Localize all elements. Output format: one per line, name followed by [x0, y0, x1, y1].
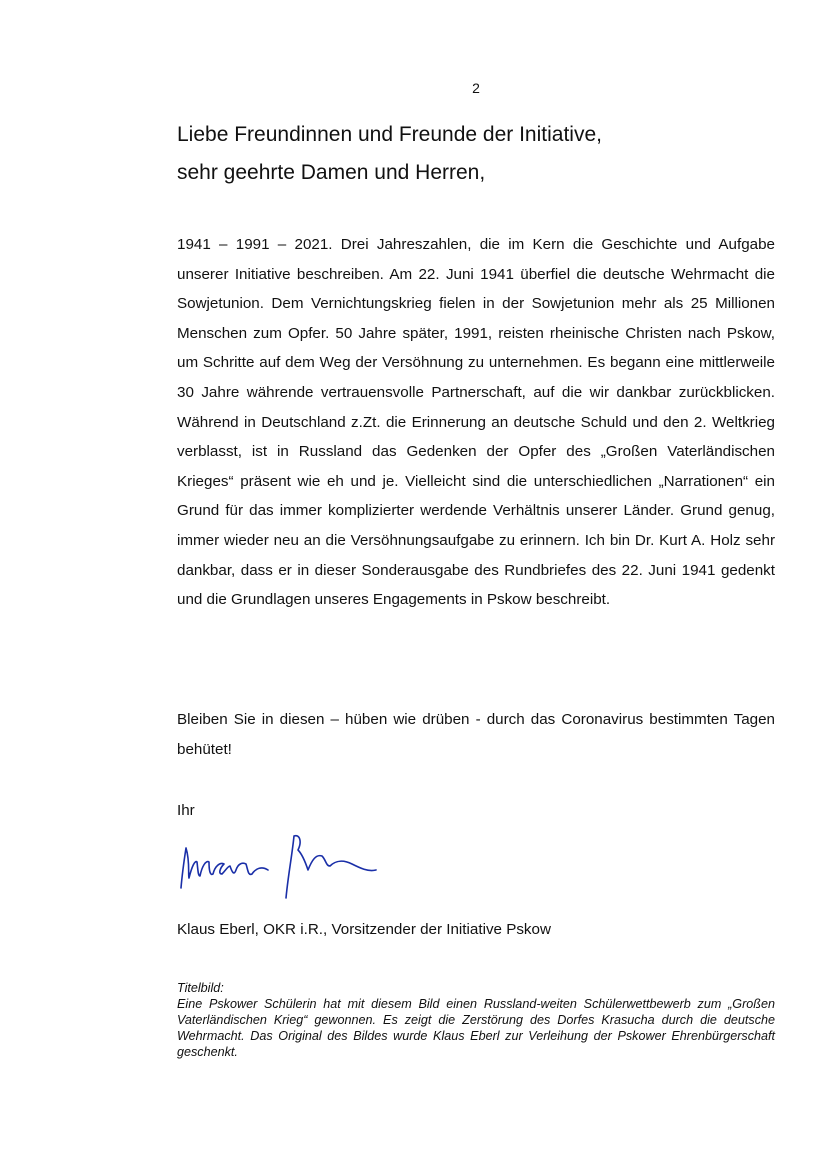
signature-stroke-surname [286, 836, 376, 898]
sign-off: Ihr [177, 802, 195, 819]
greeting-line-2: sehr geehrte Damen und Herren, [177, 161, 486, 184]
handwritten-signature [176, 826, 386, 906]
signer-name: Klaus Eberl, OKR i.R., Vorsitzender der Initiative Pskow [177, 921, 551, 938]
letter-closing: Bleiben Sie in diesen – hüben wie drüben - durch das Coronavirus bestimmten Tagen behütet! [177, 711, 775, 758]
letter-greeting [177, 116, 797, 192]
caption-label: Titelbild: [177, 981, 224, 995]
signature-stroke-first-name [181, 848, 268, 888]
caption-text: Eine Pskower Schülerin hat mit diesem Bild einen Russland-weiten Schülerwettbewerb zum „Großen Vaterländischen Krieg“ gewonnen. Es zeigt die Zerstörung des Dorfes Krasucha durch die deutsche Wehrmacht. Das Original des Bildes wurde Klaus Eberl zur Verleihung der Pskower Ehrenbürgerschaft geschenkt. [177, 997, 775, 1059]
letter-body: 1941 – 1991 – 2021. Drei Jahreszahlen, die im Kern die Geschichte und Aufgabe unserer Initiative beschreiben. Am 22. Juni 1941 überfiel die deutsche Wehrmacht die Sowjetunion. Dem Vernichtungskrieg fielen in der Sowjetunion mehr als 25 Millionen Menschen zum Opfer. 50 Jahre später, 1991, reisten rheinische Christen nach Pskow, um Schritte auf dem Weg der Versöhnung zu unternehmen. Es begann eine mittlerweile 30 Jahre währende vertrauensvolle Partnerschaft, auf die wir dankbar zurückblicken. Während in Deutschland z.Zt. die Erinnerung an deutsche Schuld und den 2. Weltkrieg verblasst, ist in Russland das Gedenken der Opfer des „Großen Vaterländischen Krieges“ präsent wie eh und je. Vielleicht sind die unterschiedlichen „Narrationen“ ein Grund für das immer komplizierter werdende Verhältnis unserer Länder. Grund genug, immer wieder neu an die Versöhnungsaufgabe zu erinnern. Ich bin Dr. Kurt A. Holz sehr dankbar, dass er in dieser Sonderausgabe des Rundbriefes des 22. Juni 1941 gedenkt und die Grundlagen unseres Engagements in Pskow beschreibt. [177, 236, 775, 609]
greeting-line-1: Liebe Freundinnen und Freunde der Initiative, [177, 123, 602, 146]
page-number: 2 [472, 80, 480, 96]
cover-image-caption [177, 980, 775, 1060]
